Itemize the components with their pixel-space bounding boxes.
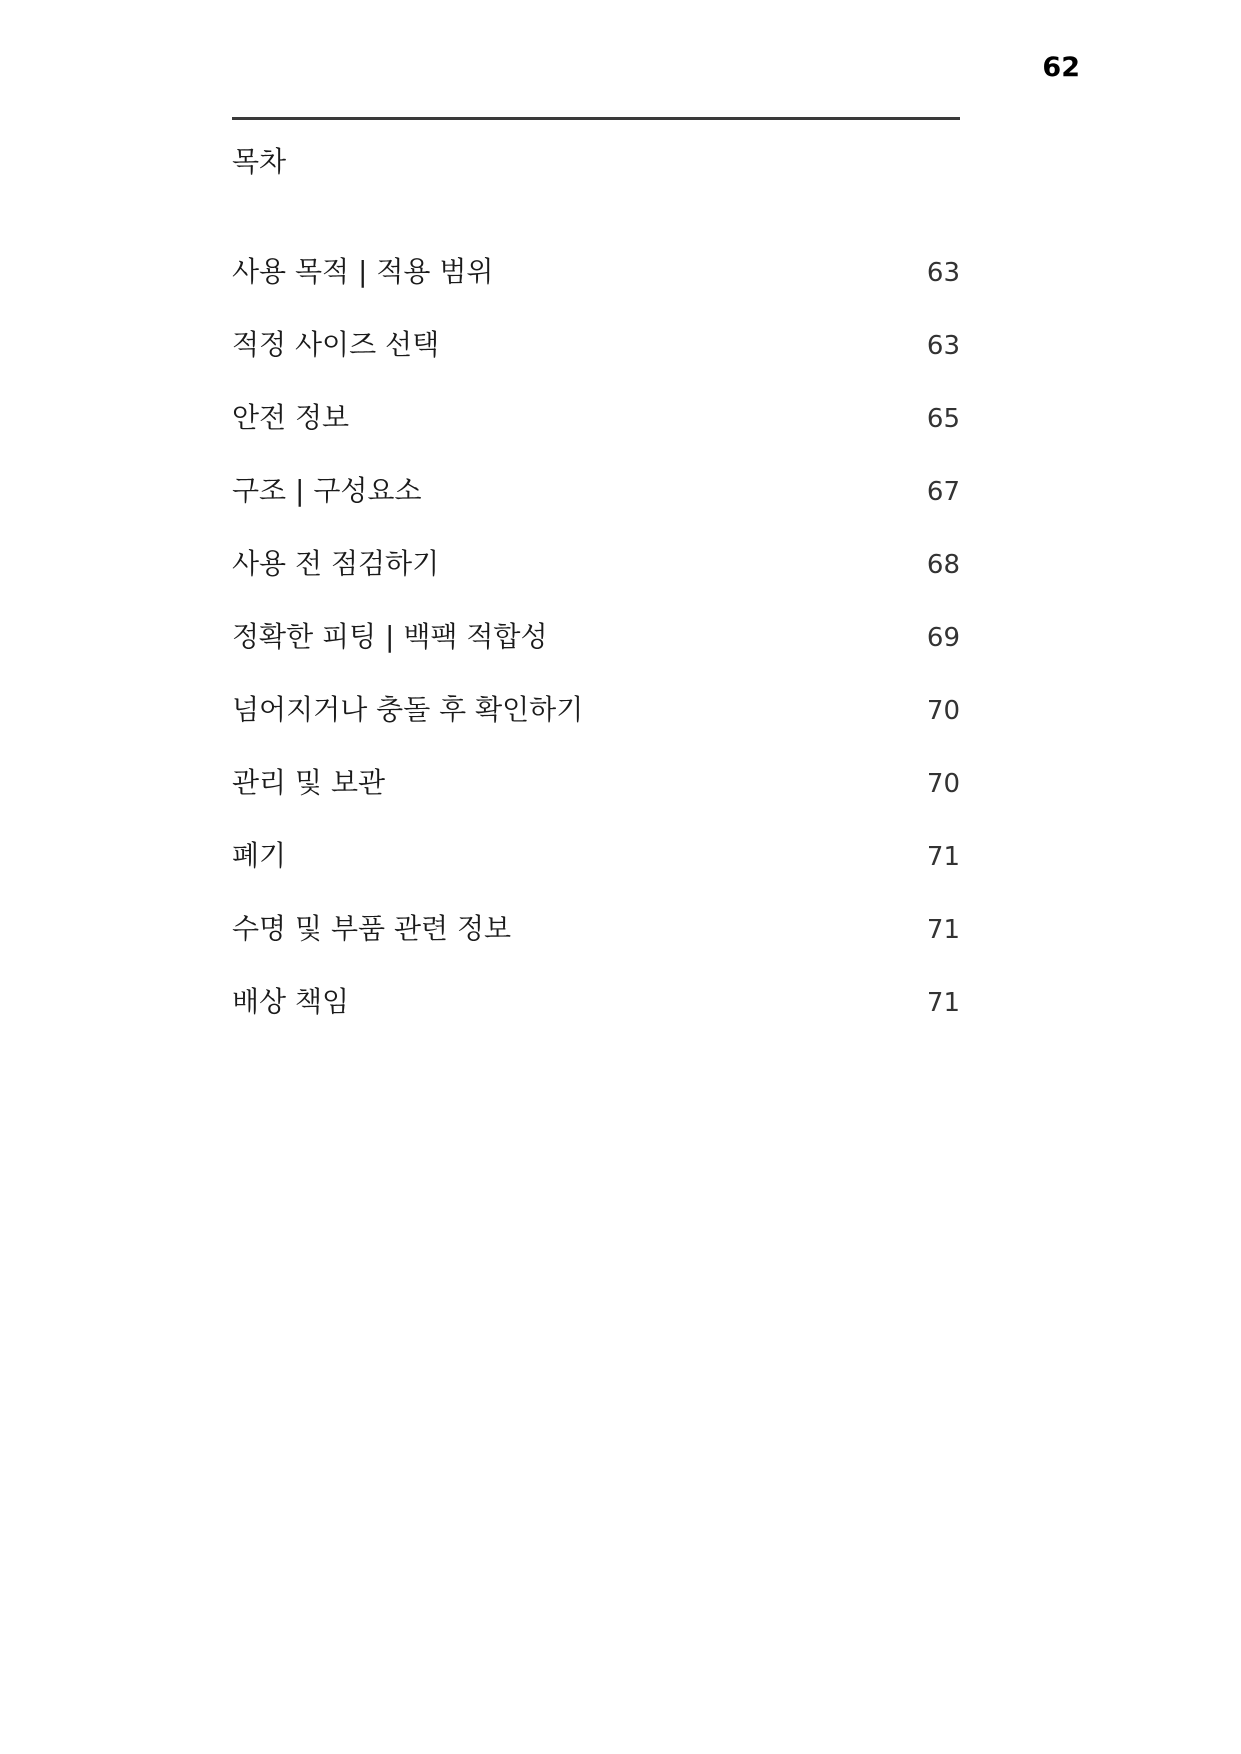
toc-entry-label: 구조 | 구성요소 — [232, 474, 422, 507]
toc-entry-page: 63 — [926, 258, 960, 288]
toc-entry-label: 폐기 — [232, 839, 287, 872]
toc-entry-label: 사용 전 점검하기 — [232, 547, 440, 580]
toc-entry[interactable] — [232, 907, 960, 980]
toc-entry-label: 적정 사이즈 선택 — [232, 328, 440, 361]
toc-entry[interactable] — [232, 323, 960, 396]
toc-entry-label: 관리 및 보관 — [232, 766, 386, 799]
toc-entry-page: 71 — [926, 915, 960, 945]
toc-entry-page: 71 — [926, 842, 960, 872]
toc-entry[interactable] — [232, 469, 960, 542]
toc-entry[interactable] — [232, 688, 960, 761]
toc-entry-page: 70 — [926, 696, 960, 726]
toc-title: 목차 — [232, 145, 287, 178]
toc-entry-page: 70 — [926, 769, 960, 799]
toc-entry[interactable] — [232, 396, 960, 469]
toc-entry-label: 사용 목적 | 적용 범위 — [232, 255, 494, 288]
toc-entry-page: 71 — [926, 988, 960, 1018]
toc-entry-label: 정확한 피팅 | 백팩 적합성 — [232, 620, 548, 653]
toc-entry-page: 69 — [926, 623, 960, 653]
toc-entry-label: 배상 책임 — [232, 985, 350, 1018]
page-number: 62 — [1042, 52, 1080, 83]
toc-entry-page: 67 — [926, 477, 960, 507]
toc-entry[interactable] — [232, 834, 960, 907]
toc-entry-label: 안전 정보 — [232, 401, 350, 434]
toc-entry-label: 넘어지거나 충돌 후 확인하기 — [232, 693, 584, 726]
toc-list — [232, 250, 960, 1053]
toc-entry[interactable] — [232, 761, 960, 834]
toc-entry[interactable] — [232, 542, 960, 615]
toc-entry-page: 63 — [926, 331, 960, 361]
toc-entry-page: 65 — [926, 404, 960, 434]
toc-entry[interactable] — [232, 250, 960, 323]
toc-entry-label: 수명 및 부품 관련 정보 — [232, 912, 512, 945]
header-divider — [232, 117, 960, 120]
toc-entry[interactable] — [232, 980, 960, 1053]
toc-entry[interactable] — [232, 615, 960, 688]
toc-entry-page: 68 — [926, 550, 960, 580]
